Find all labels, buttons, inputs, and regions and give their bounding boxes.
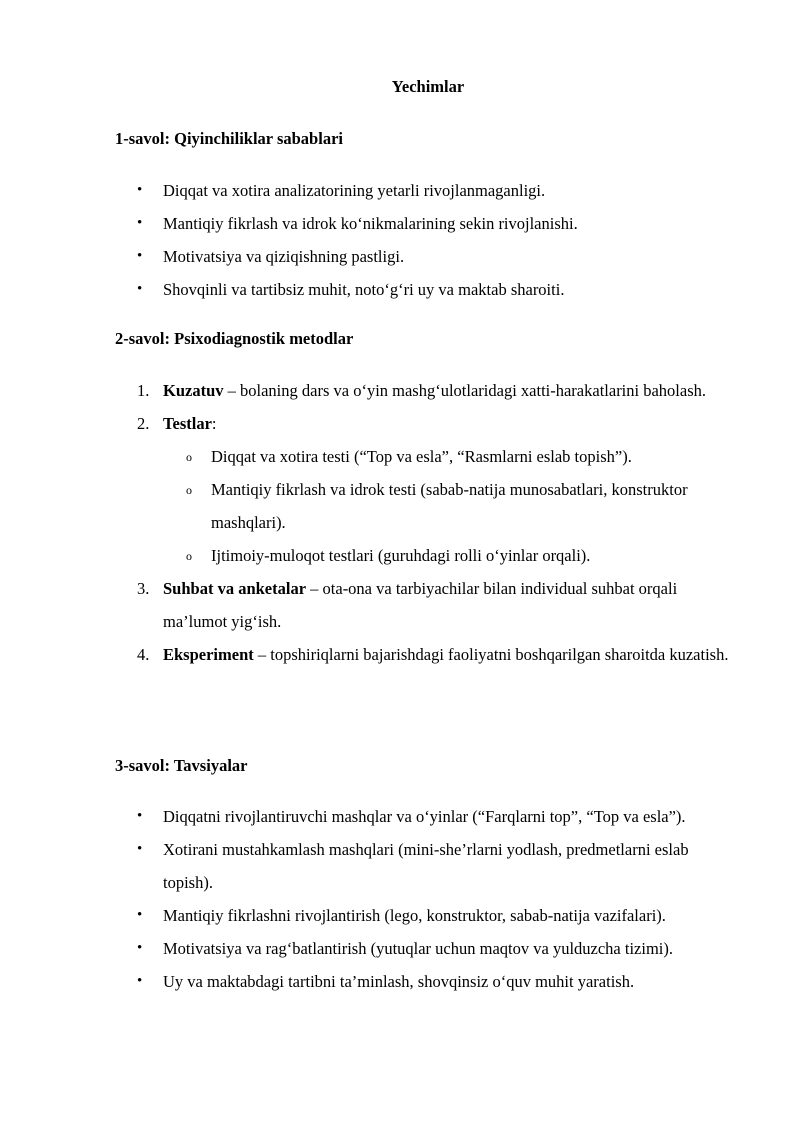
bullet-marker: • (137, 808, 143, 824)
section-3-list (0, 800, 738, 998)
bullet-marker: • (137, 973, 143, 989)
list-item: 2. Testlar: (0, 407, 738, 440)
list-item: • Motivatsiya va qiziqishning pastligi. (0, 240, 738, 273)
bullet-marker: • (137, 215, 143, 231)
sub-list-item: o Diqqat va xotira testi (“Top va esla”, “Rasmlarni eslab topish”). (0, 440, 711, 473)
list-item: • Xotirani mustahkamlash mashqlari (mini-she’rlarni yodlash, predmetlarni eslab topish). (0, 833, 738, 899)
bullet-marker: • (137, 841, 143, 857)
list-item: 4. Eksperiment – topshiriqlarni bajarishdagi faoliyatni boshqarilgan sharoitda kuzatish. (0, 638, 738, 671)
bullet-marker: • (137, 248, 143, 264)
list-item: • Diqqatni rivojlantiruvchi mashqlar va o‘yinlar (“Farqlarni top”, “Top va esla”). (0, 800, 738, 833)
list-item: 1. Kuzatuv – bolaning dars va o‘yin mashg‘ulotlaridagi xatti-harakatlarini baholash. (0, 374, 738, 407)
sub-list-item: o Mantiqiy fikrlash va idrok testi (sabab-natija munosabatlari, konstruktor mashqlari). (0, 473, 711, 539)
number-marker: 1. (137, 381, 150, 400)
section-1-list (0, 174, 738, 306)
section-2-list (0, 374, 738, 671)
bullet-marker: • (137, 281, 143, 297)
bullet-marker: • (137, 907, 143, 923)
number-marker: 2. (137, 414, 150, 433)
list-item: • Uy va maktabdagi tartibni ta’minlash, shovqinsiz o‘quv muhit yaratish. (0, 965, 738, 998)
list-item: • Mantiqiy fikrlashni rivojlantirish (lego, konstruktor, sabab-natija vazifalari). (0, 899, 738, 932)
number-marker: 3. (137, 579, 150, 598)
bullet-marker: • (137, 940, 143, 956)
bullet-marker: • (137, 182, 143, 198)
section-3-heading: 3-savol: Tavsiyalar (115, 756, 248, 775)
list-item: 3. Suhbat va anketalar – ota-ona va tarbiyachilar bilan individual suhbat orqali ma’lumot yig‘ish. (0, 572, 738, 638)
list-item: • Diqqat va xotira analizatorining yetarli rivojlanmaganligi. (0, 174, 738, 207)
list-item: • Shovqinli va tartibsiz muhit, noto‘g‘ri uy va maktab sharoiti. (0, 273, 738, 306)
circle-marker: o (186, 450, 192, 464)
section-2-heading: 2-savol: Psixodiagnostik metodlar (115, 329, 354, 348)
number-marker: 4. (137, 645, 150, 664)
sub-list-item: o Ijtimoiy-muloqot testlari (guruhdagi rolli o‘yinlar orqali). (0, 539, 711, 572)
list-item: • Motivatsiya va rag‘batlantirish (yutuqlar uchun maqtov va yulduzcha tizimi). (0, 932, 738, 965)
circle-marker: o (186, 549, 192, 563)
document-title: Yechimlar (391, 77, 465, 96)
circle-marker: o (186, 483, 192, 497)
section-1-heading: 1-savol: Qiyinchiliklar sabablari (115, 129, 343, 148)
list-item: • Mantiqiy fikrlash va idrok ko‘nikmalarining sekin rivojlanishi. (0, 207, 738, 240)
